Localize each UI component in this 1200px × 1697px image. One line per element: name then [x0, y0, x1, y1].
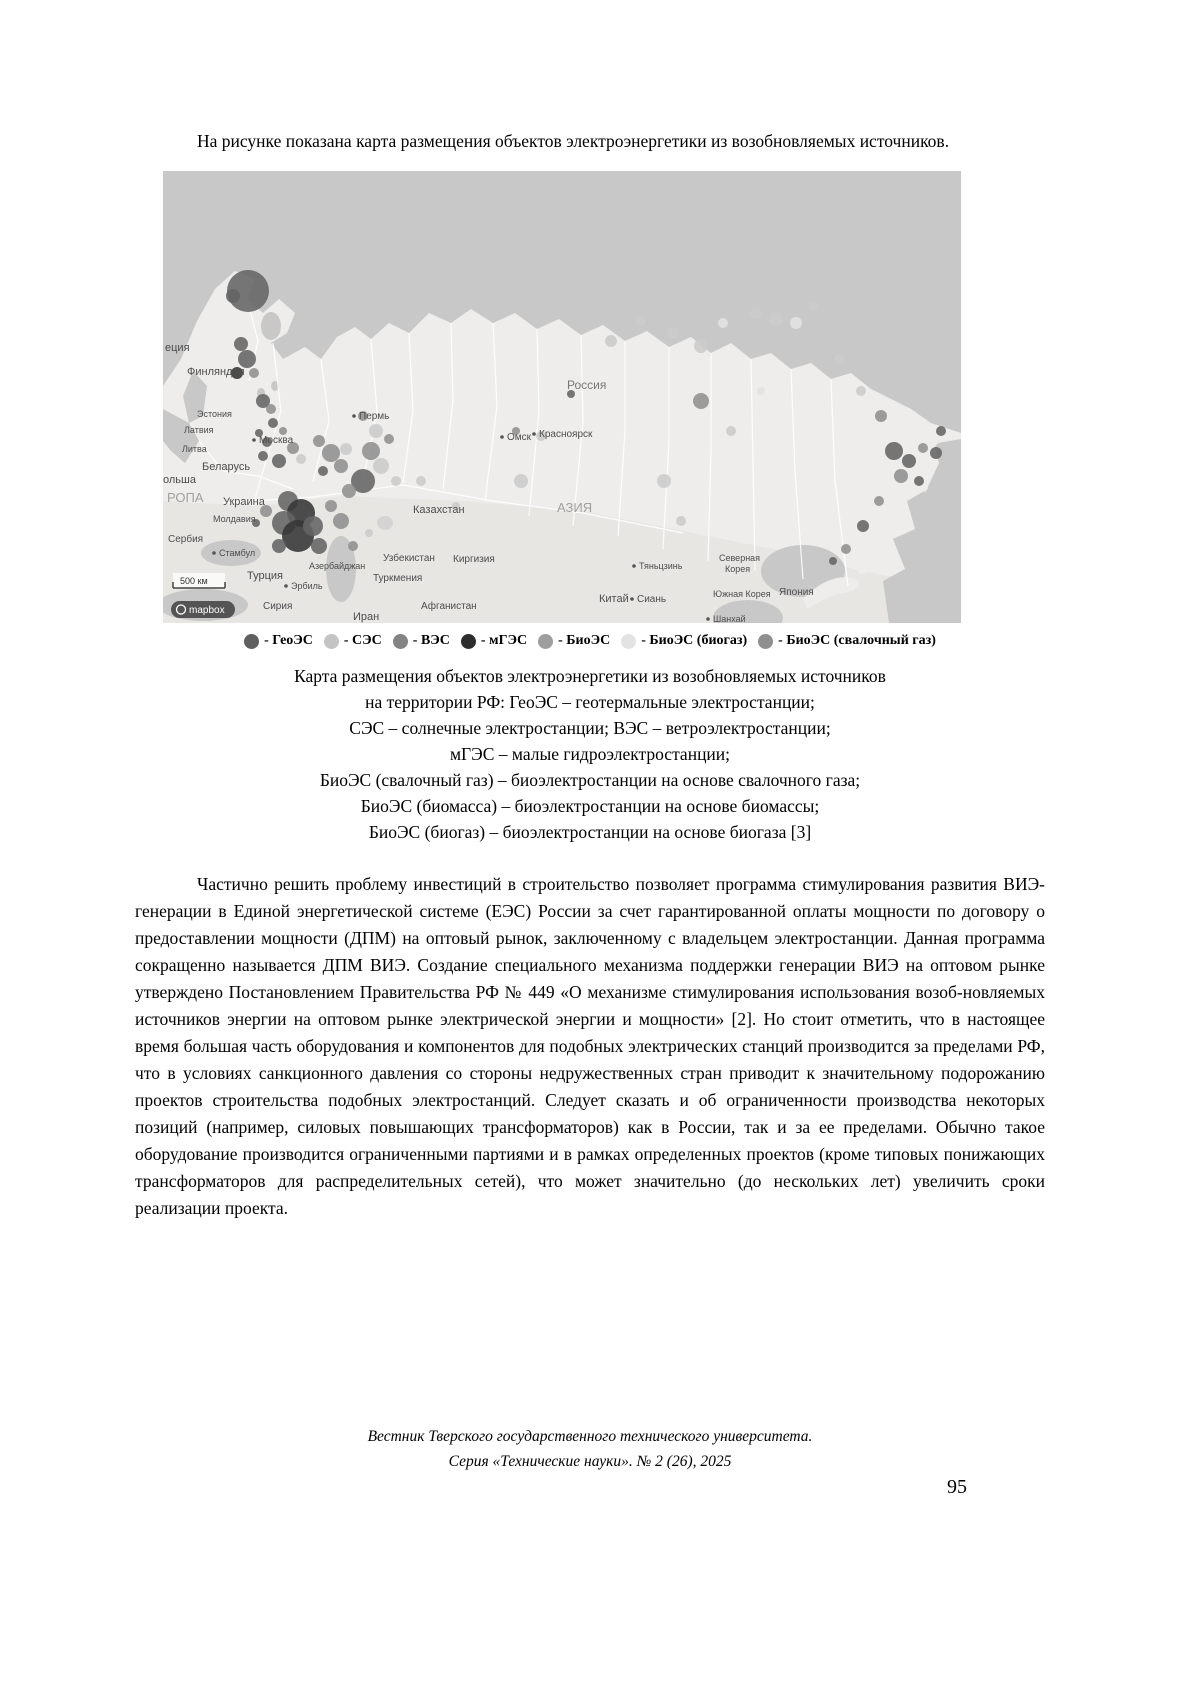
legend-label: - ГеоЭС: [264, 633, 313, 648]
map-marker: [362, 442, 380, 460]
legend-dot-icon: [393, 634, 408, 649]
map-marker: [808, 301, 818, 311]
legend-dot-icon: [621, 634, 636, 649]
map-marker: [769, 312, 783, 326]
city-dot-icon: [532, 432, 536, 436]
map-marker: [894, 469, 908, 483]
legend-item: [461, 633, 527, 649]
map-marker: [750, 307, 762, 319]
map-marker: [693, 393, 709, 409]
map-place-label: ольша: [163, 474, 196, 486]
map-place-label: Сирия: [263, 601, 293, 612]
figure-caption: [135, 663, 1045, 845]
map-place-label: Казахстан: [413, 504, 465, 516]
legend-label: - СЭС: [343, 633, 382, 648]
map-place-label: Афганистан: [421, 601, 477, 612]
map-place-label: Сербия: [168, 534, 204, 545]
map-marker: [391, 476, 401, 486]
map-place-label: Финляндия: [187, 366, 245, 378]
map-place-label: Иран: [353, 611, 380, 623]
map-place-label: Латвия: [184, 425, 214, 435]
legend-item: [538, 633, 610, 649]
map-marker: [365, 529, 373, 537]
map-marker: [902, 454, 916, 468]
map-marker: [694, 339, 708, 353]
map-marker: [249, 368, 259, 378]
map-place-label: Киргизия: [453, 554, 495, 565]
map-place-label: Стамбул: [219, 548, 256, 558]
mapbox-logo-label: mapbox: [189, 605, 225, 616]
map-marker: [856, 386, 866, 396]
map-marker: [311, 538, 327, 554]
map-marker: [857, 520, 869, 532]
legend-dot-icon: [244, 634, 259, 649]
map-place-label: Азербайджан: [309, 561, 366, 571]
mapbox-logo[interactable]: [171, 601, 235, 618]
map-marker: [272, 539, 286, 553]
legend-dot-icon: [461, 634, 476, 649]
city-dot-icon: [284, 584, 288, 588]
map-place-label: Омск: [507, 432, 532, 443]
map-marker: [841, 544, 851, 554]
legend-label: - БиоЭС (биогаз): [641, 633, 748, 648]
caption-line: мГЭС – малые гидроэлектростанции;: [449, 744, 731, 764]
map-place-label: Узбекистан: [383, 553, 435, 564]
map-place-label: Россия: [567, 378, 607, 392]
map-place-label: Литва: [182, 444, 207, 454]
map-marker: [676, 516, 686, 526]
caption-line: на территории РФ: ГеоЭС – геотермальные электростанции;: [365, 692, 815, 712]
map-marker: [834, 354, 844, 364]
legend-item: [324, 633, 382, 649]
map-marker: [268, 418, 278, 428]
map-marker: [726, 426, 736, 436]
map-marker: [296, 454, 306, 464]
map-place-label: Южная Корея: [713, 589, 771, 599]
figure-legend: [135, 633, 1045, 649]
map-place-label: Северная: [719, 553, 761, 563]
map-marker: [757, 387, 765, 395]
caption-line: БиоЭС (свалочный газ) – биоэлектростанции на основе свалочного газа;: [319, 770, 861, 790]
city-dot-icon: [500, 435, 504, 439]
legend-label: - ВЭС: [412, 633, 450, 648]
map-marker: [875, 410, 887, 422]
figure-map: [163, 171, 961, 623]
map-marker: [303, 516, 323, 536]
map-place-label: Тяньцзинь: [639, 561, 683, 571]
map-place-label: Китай: [599, 593, 629, 605]
map-marker: [790, 317, 802, 329]
map-marker: [342, 484, 356, 498]
map-marker: [340, 443, 352, 455]
map-place-label: Шанхай: [713, 614, 746, 623]
map-marker: [667, 327, 679, 339]
map-place-label: РОПА: [167, 490, 204, 505]
legend-dot-icon: [538, 634, 553, 649]
map-marker: [605, 335, 617, 347]
map-scale-label: 500 км: [180, 576, 208, 586]
map-marker: [333, 513, 349, 529]
legend-dot-icon: [324, 634, 339, 649]
map-place-label: Красноярск: [539, 429, 593, 440]
map-marker: [318, 466, 328, 476]
legend-dot-icon: [758, 634, 773, 649]
map-place-label: Япония: [779, 587, 814, 598]
map-marker: [226, 289, 240, 303]
map-marker: [874, 496, 884, 506]
map-place-label: Москва: [259, 435, 294, 446]
legend-item: [758, 633, 936, 649]
map-place-label: Молдавия: [213, 514, 256, 524]
footer-line-2: Серия «Технические науки». № 2 (26), 2025: [448, 1453, 732, 1470]
intro-paragraph: На рисунке показана карта размещения объектов электроэнергетики из возобновляемых источников.: [197, 131, 950, 151]
page-number: 95: [947, 1476, 967, 1498]
map-marker: [313, 435, 325, 447]
map-marker: [234, 337, 248, 351]
map-place-label: Беларусь: [202, 461, 251, 473]
map-marker: [914, 476, 924, 486]
map-place-label: Эстония: [197, 409, 232, 419]
map-marker: [369, 424, 383, 438]
map-place-label: Эрбиль: [291, 581, 323, 591]
caption-line: БиоЭС (биогаз) – биоэлектростанции на основе биогаза [3]: [368, 822, 812, 842]
map-marker: [829, 557, 837, 565]
map-place-label: АЗИЯ: [557, 500, 593, 515]
journal-footer: [135, 1424, 1045, 1474]
legend-item: [621, 633, 747, 649]
caption-line: СЭС – солнечные электростанции; ВЭС – ветроэлектростанции;: [349, 718, 831, 738]
figure: [135, 171, 1045, 845]
city-dot-icon: [630, 597, 634, 601]
map-marker: [885, 442, 903, 460]
map-place-label: Сиань: [637, 594, 667, 605]
map-marker: [514, 474, 528, 488]
map-place-label: Украина: [223, 496, 265, 508]
map-marker: [258, 451, 268, 461]
city-dot-icon: [632, 564, 636, 568]
legend-label: - БиоЭС: [558, 633, 611, 648]
map-marker: [636, 316, 646, 326]
map-marker: [322, 444, 340, 462]
map-marker: [416, 476, 426, 486]
city-dot-icon: [212, 551, 216, 555]
body-paragraph: Частично решить проблему инвестиций в строительство позволяет программа стимулирования развития ВИЭ-генерации в Единой энергетической системе (ЕЭС) России за счет гарантированной оплаты мощности по договору о предоставлении мощности (ДПМ) на оптовый рынок, заключенному с владельцем электростанции. Данная программа сокращенно называется ДПМ ВИЭ. Создание специального механизма поддержки генерации ВИЭ на оптовом рынке утверждено Постановлением Правительства РФ № 449 «О механизме стимулирования использования возоб-новляемых источников энергии на оптовом рынке электрической энергии и мощности» [2]. Но стоит отметить, что в настоящее время большая часть оборудования и компонентов для подобных электрических станций производится за пределами РФ, что в условиях санкционного давления со стороны недружественных стран приводит к значительному подорожанию проектов строительства подобных электростанций. Следует сказать и об ограниченности производства некоторых позиций (например, силовых повышающих трансформаторов) как в России, так и за ее пределами. Обычно такое оборудование производится ограниченными партиями и в рамках определенных проектов (кроме типовых понижающих трансформаторов для распределительных сетей), что может значительно (до нескольких лет) увеличить сроки реализации проекта.: [135, 874, 1045, 1218]
footer-line-1: Вестник Тверского государственного технического университета.: [367, 1428, 813, 1445]
map-marker: [930, 447, 942, 459]
map-marker: [384, 434, 394, 444]
map-marker: [657, 474, 671, 488]
city-dot-icon: [352, 414, 356, 418]
map-marker: [334, 459, 348, 473]
city-dot-icon: [252, 438, 256, 442]
page-content: [135, 128, 1045, 1222]
caption-line: БиоЭС (биомасса) – биоэлектростанции на основе биомассы;: [360, 796, 820, 816]
legend-label: - БиоЭС (свалочный газ): [778, 633, 936, 648]
map-place-label: Турция: [247, 570, 283, 582]
map-place-label: еция: [165, 342, 190, 354]
map-scale: [173, 573, 225, 588]
map-figure: [163, 171, 961, 623]
legend-item: [393, 633, 450, 649]
legend-label: - мГЭС: [480, 633, 528, 648]
map-marker: [936, 426, 946, 436]
map-marker: [348, 541, 358, 551]
map-marker: [266, 404, 276, 414]
caption-line: Карта размещения объектов электроэнергетики из возобновляемых источников: [294, 666, 886, 686]
map-marker: [279, 427, 287, 435]
map-place-label: Туркмения: [373, 573, 423, 584]
map-place-label: Пермь: [359, 411, 390, 422]
map-place-label: Корея: [725, 564, 751, 574]
map-marker: [718, 318, 728, 328]
map-marker: [918, 443, 928, 453]
map-marker: [325, 500, 337, 512]
map-marker: [272, 454, 286, 468]
city-dot-icon: [706, 617, 710, 621]
map-marker: [373, 458, 389, 474]
legend-item: [244, 633, 313, 649]
